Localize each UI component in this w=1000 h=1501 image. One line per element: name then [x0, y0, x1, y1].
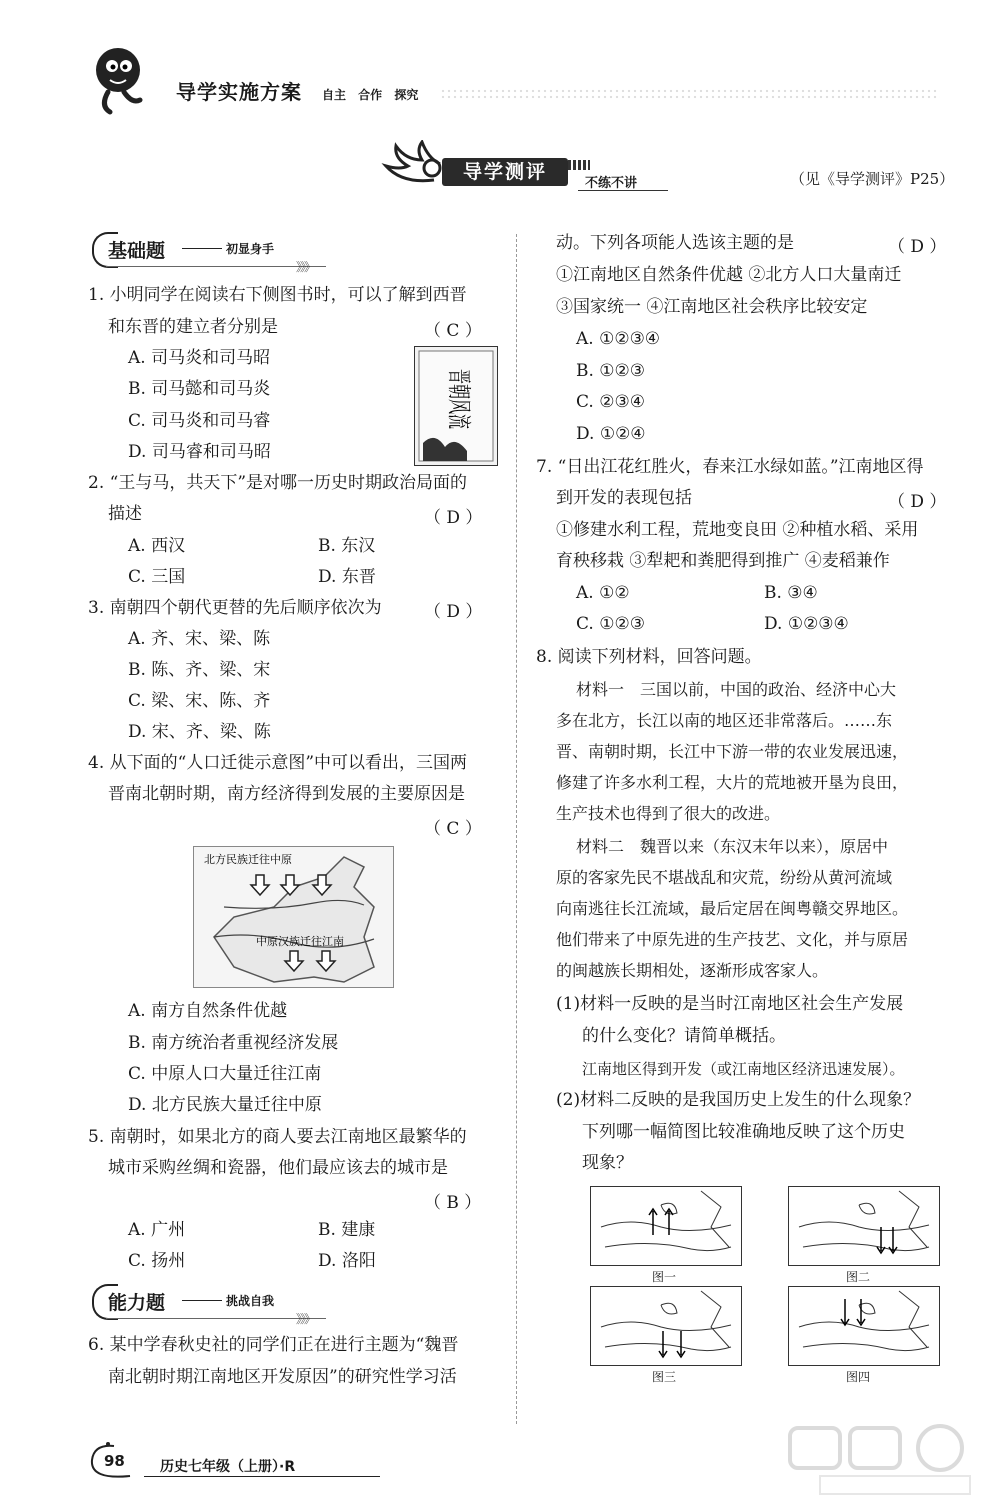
- q1-option: D. 司马睿和司马昭: [128, 442, 271, 462]
- q8-material1-line: 修建了许多水利工程，大片的荒地被开垦为良田，: [556, 773, 909, 792]
- section-tag: 初显身手: [226, 242, 275, 256]
- q5-stem-line: 城市采购丝绸和瓷器，他们最应该去的城市是: [108, 1158, 448, 1178]
- q7-option: A. ①②: [576, 583, 630, 603]
- q8-material2-line: 材料二 魏晋以来（东汉末年以来），原居中: [576, 837, 889, 856]
- q1-stem-line: 和东晋的建立者分别是: [108, 317, 278, 337]
- header-subtitle: 自主 合作 探究: [322, 88, 419, 102]
- section-name: 基础题: [108, 240, 166, 262]
- q8-sub1-line: 的什么变化？请简单概括。: [582, 1026, 786, 1046]
- q7-option: B. ③④: [764, 583, 818, 603]
- q3-option: A. 齐、宋、梁、陈: [128, 629, 271, 649]
- book-title: 晋朝风流: [445, 369, 473, 465]
- q8-material1-line: 晋、南朝时期，长江中下游一带的农业发展迅速，: [556, 742, 909, 761]
- q6-option: B. ①②③: [576, 361, 646, 381]
- section-heading-basic: [92, 232, 332, 274]
- q8-material2-line: 向南逃往长江流域，最后定居在闽粤赣交界地区。: [556, 899, 909, 918]
- q5-stem-line: 5. 南朝时，如果北方的商人要去江南地区最繁华的: [88, 1127, 467, 1147]
- mini-map-3: [590, 1286, 742, 1366]
- q8-material1-line: 材料一 三国以前，中国的政治、经济中心大: [576, 680, 897, 699]
- q8-sub1-answer: 江南地区得到开发（或江南地区经济迅速发展）。: [582, 1060, 905, 1078]
- section-tail-line: [106, 1318, 326, 1319]
- q4-option: D. 北方民族大量迁往中原: [128, 1095, 322, 1115]
- q5-option: C. 扬州: [128, 1251, 186, 1271]
- q1-stem-line: 1. 小明同学在阅读右下侧图书时，可以了解到西晋: [88, 285, 467, 305]
- q8-sub2-line: 现象？: [582, 1153, 633, 1173]
- q6-stem-line: 动。下列各项能人选该主题的是: [556, 233, 794, 253]
- column-divider: [516, 234, 517, 1424]
- mini-map-caption: 图四: [846, 1370, 871, 1384]
- q8-sub2-line: (2)材料二反映的是我国历史上发生的什么现象？: [556, 1090, 921, 1110]
- q1-answer: （ C ）: [424, 321, 482, 341]
- q6-stem-line: 南北朝时期江南地区开发原因”的研究性学习活: [108, 1367, 457, 1387]
- book-cover-image: [414, 346, 498, 466]
- section-tail-line: [106, 266, 326, 267]
- q4-answer: （ C ）: [424, 819, 482, 839]
- q2-option: B. 东汉: [318, 536, 376, 556]
- mini-map-caption: 图二: [846, 1270, 871, 1284]
- page-number: 98: [104, 1452, 125, 1470]
- q8-material1-line: 多在北方，长江以南的地区还非常落后。……东: [556, 711, 893, 730]
- q2-option: A. 西汉: [128, 536, 186, 556]
- q6-option: C. ②③④: [576, 392, 645, 412]
- q6-option: A. ①②③④: [576, 329, 661, 349]
- q1-option: A. 司马炎和司马昭: [128, 348, 271, 368]
- q1-option: B. 司马懿和司马炎: [128, 379, 271, 399]
- flame-swirl-icon: [372, 140, 442, 190]
- section-name: 能力题: [108, 1292, 166, 1314]
- q2-option: C. 三国: [128, 567, 186, 587]
- header-title: 导学实施方案: [176, 80, 302, 104]
- q8-sub2-line: 下列哪一幅简图比较准确地反映了这个历史: [582, 1122, 905, 1142]
- mini-map-1: [590, 1186, 742, 1266]
- q1-option: C. 司马炎和司马睿: [128, 411, 271, 431]
- q7-option: C. ①②③: [576, 614, 645, 634]
- banner-subtitle: 不练不讲: [585, 176, 638, 191]
- banner-title: 导学测评: [442, 158, 568, 186]
- q3-stem-line: 3. 南朝四个朝代更替的先后顺序依次为: [88, 598, 382, 618]
- watermark-logo: [780, 1422, 980, 1498]
- chevrons-icon: 》》》: [296, 1312, 315, 1326]
- q3-answer: （ D ）: [424, 602, 483, 622]
- section-dash: [182, 1300, 222, 1301]
- q7-item-line: ①修建水利工程，荒地变良田 ②种植水稻、采用: [556, 520, 919, 540]
- q4-option: B. 南方统治者重视经济发展: [128, 1033, 339, 1053]
- q6-answer: （ D ）: [888, 237, 947, 257]
- map-label-south: 中原汉族迁往江南: [256, 935, 344, 948]
- q6-item-line: ③国家统一 ④江南地区社会秩序比较安定: [556, 297, 868, 317]
- migration-map: [193, 846, 394, 988]
- q7-item-line: 育秧移栽 ③犁耙和粪肥得到推广 ④麦稻兼作: [556, 551, 890, 571]
- arrow-down-icon: [659, 1331, 685, 1357]
- map-label-north: 北方民族迁往中原: [204, 853, 292, 866]
- q6-option: D. ①②④: [576, 424, 646, 444]
- arrow-down-icon: [841, 1299, 865, 1325]
- q3-option: D. 宋、齐、梁、陈: [128, 722, 271, 742]
- q2-answer: （ D ）: [424, 508, 483, 528]
- q8-material2-line: 原的客家先民不堪战乱和灾荒，纷纷从黄河流域: [556, 868, 893, 887]
- banner-grid-decoration: [568, 160, 590, 170]
- footer-rule: [144, 1476, 380, 1477]
- section-tag: 挑战自我: [226, 1294, 275, 1308]
- section-heading-ability: [92, 1284, 332, 1326]
- mini-map-4: [788, 1286, 940, 1366]
- section-dash: [182, 248, 222, 249]
- header-dotted-band: [440, 88, 940, 100]
- q2-stem-line: 描述: [108, 504, 142, 524]
- q4-option: A. 南方自然条件优越: [128, 1001, 288, 1021]
- mini-map-caption: 图一: [652, 1270, 677, 1284]
- q7-stem-line: 7. “日出江花红胜火，春来江水绿如蓝。”江南地区得: [536, 457, 924, 477]
- q8-sub1-line: (1)材料一反映的是当时江南地区社会生产发展: [556, 994, 904, 1014]
- q3-option: C. 梁、宋、陈、齐: [128, 691, 271, 711]
- mascot-logo-icon: [80, 40, 160, 120]
- q8-material2-line: 他们带来了中原先进的生产技艺、文化，并与原居: [556, 930, 909, 949]
- q4-stem-line: 4. 从下面的“人口迁徙示意图”中可以看出，三国两: [88, 753, 468, 773]
- q5-answer: （ B ）: [424, 1193, 482, 1213]
- q3-option: B. 陈、齐、梁、宋: [128, 660, 271, 680]
- mini-map-2: [788, 1186, 940, 1266]
- q6-item-line: ①江南地区自然条件优越 ②北方人口大量南迁: [556, 265, 902, 285]
- q7-option: D. ①②③④: [764, 614, 849, 634]
- q8-stem: 8. 阅读下列材料，回答问题。: [536, 647, 762, 667]
- q2-stem-line: 2. “王与马，共天下”是对哪一历史时期政治局面的: [88, 473, 468, 493]
- q4-stem-line: 晋南北朝时期，南方经济得到发展的主要原因是: [108, 784, 465, 804]
- q5-option: B. 建康: [318, 1220, 376, 1240]
- q8-material1-line: 生产技术也得到了很大的改进。: [556, 804, 781, 823]
- q5-option: D. 洛阳: [318, 1251, 376, 1271]
- mini-map-caption: 图三: [652, 1370, 677, 1384]
- q7-answer: （ D ）: [888, 492, 947, 512]
- reference-note: （见《导学测评》P25）: [790, 170, 955, 188]
- q7-stem-line: 到开发的表现包括: [556, 488, 692, 508]
- footer-text: 历史七年级（上册）·R: [160, 1459, 296, 1475]
- arrow-up-icon: [649, 1209, 673, 1235]
- q4-option: C. 中原人口大量迁往江南: [128, 1064, 322, 1084]
- chevrons-icon: 》》》: [296, 260, 315, 274]
- banner-underline: [578, 190, 668, 191]
- q8-material2-line: 的闽越族长期相处，逐渐形成客家人。: [556, 961, 829, 980]
- q5-option: A. 广州: [128, 1220, 186, 1240]
- q2-option: D. 东晋: [318, 567, 376, 587]
- q6-stem-line: 6. 某中学春秋史社的同学们正在进行主题为“魏晋: [88, 1335, 459, 1355]
